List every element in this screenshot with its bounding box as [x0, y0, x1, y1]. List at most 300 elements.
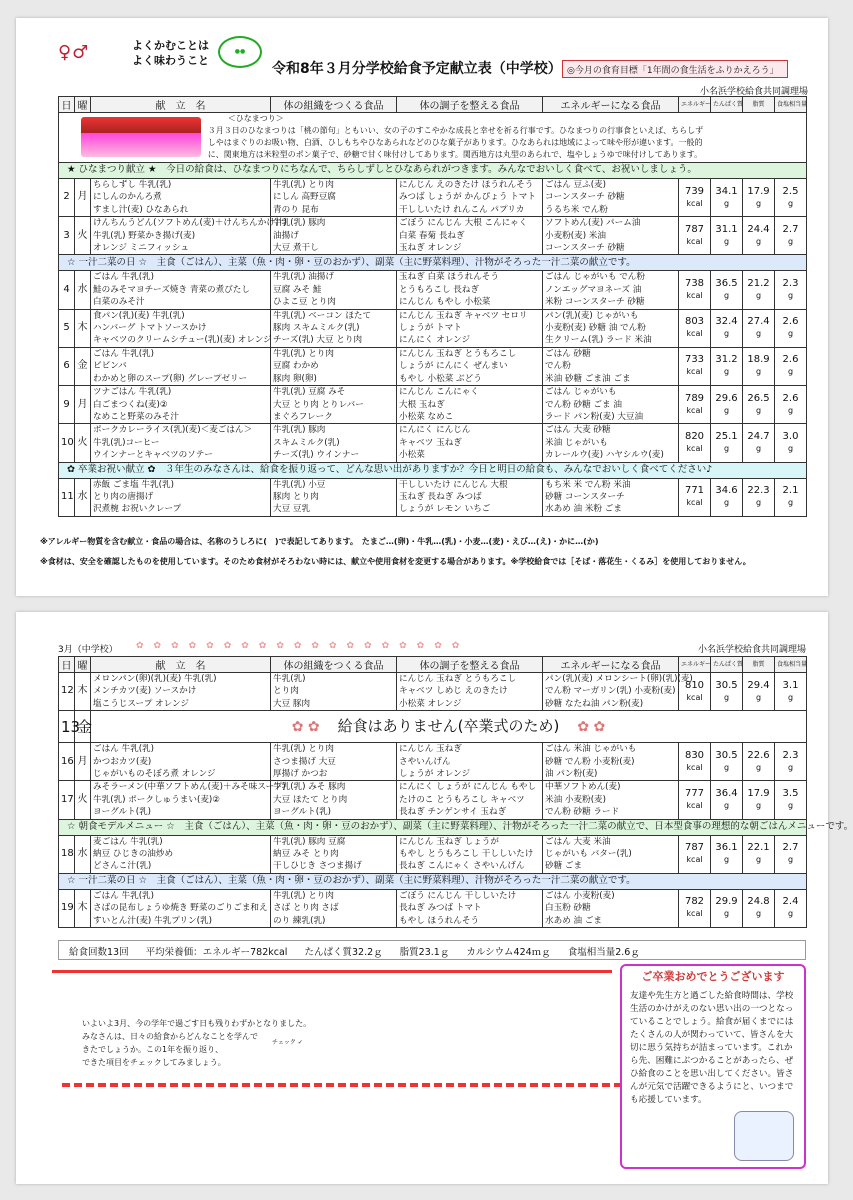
salt-number: 2.6 — [782, 392, 799, 404]
energy-foods-line: ごはん 砂糖 — [545, 348, 591, 359]
col-energy-foods-2: エネルギーになる食品 — [543, 657, 679, 673]
protein-unit: g — [723, 692, 730, 702]
fat-unit: g — [755, 909, 762, 919]
weekday: 金 — [75, 347, 91, 385]
protein-unit: g — [723, 498, 730, 508]
energy-foods-line: ソフトめん(麦) パーム油 — [545, 218, 641, 229]
energy-foods-line: 水あめ 油 ごま — [545, 915, 603, 926]
weekday: 木 — [75, 889, 91, 927]
energy-foods — [543, 424, 679, 462]
energy-foods-line: 小麦粉(麦) 砂糖 油 でん粉 — [545, 323, 646, 334]
menu-items-line: すいとん汁(麦) 牛乳プリン(乳) — [93, 915, 212, 926]
col-energy-2: エネルギー — [679, 657, 711, 673]
condition-foods-line: にんにく にんじん — [399, 425, 471, 436]
salt-value — [775, 835, 807, 873]
salt-unit: g — [787, 405, 794, 415]
menu-items-line: どさんこ汁(乳) — [93, 861, 152, 872]
salt-unit: g — [787, 855, 794, 865]
energy-number: 820 — [684, 430, 705, 442]
energy-foods — [543, 889, 679, 927]
menu-items-line: 白ごまつくね(麦)② — [93, 399, 168, 410]
salt-unit: g — [787, 762, 794, 772]
energy-number: 777 — [684, 788, 705, 800]
salt-value — [775, 386, 807, 424]
hina-doll-icon: ♀♂ — [58, 42, 90, 63]
fat-value — [743, 781, 775, 819]
menu-sheet-page-1 — [16, 18, 828, 596]
body-foods-line: スキムミルク(乳) — [273, 437, 340, 448]
col-menu: 献 立 名 — [91, 97, 271, 113]
body-foods-line: 豚肉 卵(卵) — [273, 373, 317, 384]
dashed-divider — [62, 1083, 622, 1087]
body-foods-line: 牛乳(乳) — [273, 674, 306, 684]
col-weekday: 曜 — [75, 97, 91, 113]
day-number: 6 — [59, 347, 75, 385]
menu-sheet-page-2 — [16, 612, 853, 1184]
menu-items-line: ビビンバ — [93, 361, 127, 372]
energy-foods-line: 砂糖 ごま — [545, 861, 583, 872]
energy-foods-line: 米油 砂糖 ごま油 ごま — [545, 373, 631, 384]
fat-unit: g — [755, 443, 762, 453]
weekday: 水 — [75, 478, 91, 516]
energy-foods-line: 水あめ 油 米粉 ごま — [545, 504, 622, 515]
condition-foods-line: 大根 玉ねぎ — [399, 399, 445, 410]
protein-unit: g — [723, 367, 730, 377]
fat-value — [743, 179, 775, 217]
salt-unit: g — [787, 909, 794, 919]
energy-unit: kcal — [686, 692, 703, 702]
energy-foods-line: ごはん じゃがいも — [545, 387, 617, 398]
protein-number: 30.5 — [715, 679, 738, 691]
col-energy: エネルギー — [679, 97, 711, 113]
protein-unit: g — [723, 291, 730, 301]
body-foods — [271, 673, 397, 711]
body-foods — [271, 478, 397, 516]
checklist-intro: いよいよ3月、今の学年で過ごす日も残りわずかとなりました。 みなさんは、日々の給食からどんなことを学んで きたでしょうか。この1年を振り返り、 できた項目をチェックしてみましょう。 — [82, 1019, 312, 1067]
energy-foods — [543, 271, 679, 309]
day-number: 19 — [59, 889, 75, 927]
weekday: 金 — [75, 711, 91, 743]
food-safety-note: ※食材は、安全を確認したものを使用しています。そのため食材がそろわない時には、献立や使用食材を変更する場合があります。※学校給食では［そば・落花生・くるみ］を使用しておりません。 — [40, 557, 751, 566]
fat-value — [743, 217, 775, 255]
energy-number: 733 — [684, 354, 705, 366]
menu-items-line: ヨーグルト(乳) — [93, 807, 152, 818]
energy-foods-line: 砂糖 コーンスターチ — [545, 491, 625, 502]
body-foods-line: 青のり 昆布 — [273, 204, 319, 215]
condition-foods-line: もやし 小松菜 ぶどう — [399, 373, 482, 384]
no-lunch-text: 給食はありません(卒業式のため) — [337, 717, 560, 736]
menu-items — [91, 781, 286, 819]
menu-items-line: 牛乳(乳) ポークしゅうまい(麦)② — [93, 794, 220, 805]
menu-items-line: ハンバーグ トマトソースかけ — [93, 323, 207, 334]
energy-foods-line: ごはん じゃがいも でん粉 — [545, 272, 645, 283]
energy-unit: kcal — [686, 498, 703, 508]
condition-foods-line: にんじん 玉ねぎ とうもろこし — [399, 348, 517, 359]
day-number: 12 — [59, 673, 75, 711]
body-foods-line: 牛乳(乳) 豆腐 みそ — [273, 387, 346, 398]
menu-items-line: すまし汁(麦) ひなあられ — [93, 204, 189, 215]
body-foods-line: 牛乳(乳) 豚肉 — [273, 218, 326, 229]
energy-foods-line: 中華ソフトめん(麦) — [545, 782, 621, 793]
condition-foods — [397, 217, 543, 255]
condition-foods-line: 長ねぎ みつば トマト — [399, 903, 482, 914]
fat-unit: g — [755, 367, 762, 377]
menu-items-line: にしんのかんろ煮 — [93, 192, 162, 203]
body-foods-line: 豚肉 とり肉 — [273, 491, 319, 502]
body-foods-line: 牛乳(乳) 豚肉 豆腐 — [273, 836, 346, 847]
weekday: 水 — [75, 835, 91, 873]
menu-items — [91, 835, 271, 873]
protein-value — [711, 743, 743, 781]
body-foods — [271, 424, 397, 462]
menu-row — [59, 889, 807, 927]
energy-foods — [543, 743, 679, 781]
condition-foods-line: 干ししいたけ れんこん パプリカ — [399, 204, 525, 215]
menu-items — [91, 347, 271, 385]
breakfast-model-banner-text: ☆ 朝食モデルメニュー ☆ 主食（ごはん）、主菜（魚・肉・卵・豆のおかず）、副菜（主に野菜料理）、汁物がそろった一汁二菜の献立で、日本型食事の理想的な朝ごはんメニューです。 — [59, 819, 807, 835]
condition-foods — [397, 309, 543, 347]
fat-value — [743, 386, 775, 424]
protein-unit: g — [723, 405, 730, 415]
weekday: 月 — [75, 386, 91, 424]
fat-unit: g — [755, 855, 762, 865]
energy-value — [679, 386, 711, 424]
check-pencil-icon: チェック ✓ — [272, 1039, 303, 1046]
condition-foods-line: 小松菜 — [399, 450, 425, 461]
energy-number: 787 — [684, 842, 705, 854]
salt-number: 2.6 — [782, 354, 799, 366]
fat-number: 22.1 — [747, 842, 770, 854]
energy-foods-line: 米油 小麦粉(麦) — [545, 794, 606, 805]
menu-items-line: ごはん 牛乳(乳) — [93, 890, 154, 901]
menu-items — [91, 424, 271, 462]
col-fat: 脂質 — [743, 97, 775, 113]
energy-number: 787 — [684, 223, 705, 235]
fat-number: 18.9 — [747, 354, 770, 366]
no-lunch-notice — [91, 711, 807, 743]
condition-foods-line: しょうが トマト — [399, 323, 462, 334]
menu-row — [59, 835, 807, 873]
energy-foods-line: 生クリーム(乳) ラード 米油 — [545, 335, 652, 346]
menu-items-line: ポークカレーライス(乳)(麦)＜麦ごはん＞ — [93, 425, 253, 436]
menu-items-line: とり肉の唐揚げ — [93, 491, 154, 502]
weekday: 月 — [75, 179, 91, 217]
body-foods — [271, 835, 397, 873]
fat-unit: g — [755, 236, 762, 246]
condition-foods — [397, 386, 543, 424]
ichiju-nisai-banner-text: ☆ 一汁二菜の日 ☆ 主食（ごはん）、主菜（魚・肉・卵・豆のおかず）、副菜（主に野菜料理）、汁物がそろった一汁二菜の献立です。 — [59, 255, 807, 271]
body-foods — [271, 217, 397, 255]
condition-foods — [397, 179, 543, 217]
body-foods-line: 牛乳(乳) 小豆 — [273, 479, 326, 490]
energy-value — [679, 478, 711, 516]
col-day-2: 日 — [59, 657, 75, 673]
fat-value — [743, 673, 775, 711]
body-foods-line: チーズ(乳) 大豆 とり肉 — [273, 335, 363, 346]
day-number: 9 — [59, 386, 75, 424]
condition-foods-line: しょうが オレンジ — [399, 769, 471, 780]
menu-items-line: メンチカツ(麦) ソースかけ — [93, 686, 197, 697]
fat-number: 24.4 — [747, 223, 770, 235]
col-body-foods: 体の組織をつくる食品 — [271, 97, 397, 113]
body-foods — [271, 889, 397, 927]
body-foods-line: チーズ(乳) ウインナー — [273, 450, 360, 461]
condition-foods-line: みつば しょうが かんぴょう トマト — [399, 192, 536, 203]
school-lunch-mascot-icon: ●● — [218, 36, 262, 68]
menu-row — [59, 424, 807, 462]
ichiju-nisai-banner-2 — [59, 873, 807, 889]
menu-row — [59, 271, 807, 309]
menu-row — [59, 309, 807, 347]
menu-items-line: 納豆 ひじきの油炒め — [93, 849, 174, 860]
body-foods-line: 豚肉 スキムミルク(乳) — [273, 323, 360, 334]
weekday: 水 — [75, 271, 91, 309]
body-foods-line: 大豆 豆乳 — [273, 504, 311, 515]
col-condition-foods-2: 体の調子を整える食品 — [397, 657, 543, 673]
menu-items-line: 牛乳(乳)コーヒー — [93, 437, 160, 448]
body-foods-line: 牛乳(乳) ベーコン ほたて — [273, 310, 372, 321]
condition-foods-line: にんじん 玉ねぎ キャベツ セロリ — [399, 310, 528, 321]
condition-foods-line: 玉ねぎ オレンジ — [399, 243, 462, 254]
salt-value — [775, 743, 807, 781]
protein-number: 34.1 — [715, 185, 738, 197]
menu-items-line: 鮭のみそマヨチーズ焼き 青菜の煮びたし — [93, 284, 250, 295]
summary-energy: 平均栄養価：エネルギー782kcal — [145, 947, 288, 958]
hinamatsuri-banner — [59, 163, 807, 179]
body-foods — [271, 781, 397, 819]
menu-items — [91, 889, 271, 927]
energy-foods-line: でん粉 砂糖 ラード — [545, 807, 620, 818]
ichiju-nisai-banner — [59, 255, 807, 271]
energy-value — [679, 743, 711, 781]
energy-foods-line: じゃがいも バター(乳) — [545, 849, 632, 860]
menu-row — [59, 179, 807, 217]
body-foods-line: 牛乳(乳) みそ 豚肉 — [273, 782, 346, 793]
fat-number: 24.8 — [747, 896, 770, 908]
condition-foods-line: キャベツ 玉ねぎ — [399, 437, 462, 448]
salt-value — [775, 673, 807, 711]
organization-name: 小名浜学校給食共同調理場 — [699, 87, 808, 97]
condition-foods-line: 白菜 春菊 長ねぎ — [399, 230, 465, 241]
menu-items-line: 食パン(乳)(麦) 牛乳(乳) — [93, 310, 185, 321]
salt-number: 2.5 — [782, 185, 799, 197]
body-foods-line: 豆腐 わかめ — [273, 361, 319, 372]
summary-calcium: カルシウム424ｍｇ — [466, 947, 551, 958]
fat-number: 17.9 — [747, 185, 770, 197]
condition-foods-line: 小松菜 オレンジ — [399, 698, 462, 709]
energy-number: 771 — [684, 485, 705, 497]
condition-foods-line: とうもろこし 長ねぎ — [399, 284, 480, 295]
energy-value — [679, 179, 711, 217]
flower-icon: ✿ ✿ — [577, 719, 606, 736]
protein-unit: g — [723, 198, 730, 208]
weekday: 木 — [75, 309, 91, 347]
salt-number: 2.7 — [782, 223, 799, 235]
body-foods — [271, 347, 397, 385]
menu-row — [59, 781, 807, 819]
protein-value — [711, 217, 743, 255]
protein-unit: g — [723, 801, 730, 811]
fat-value — [743, 309, 775, 347]
col-energy-foods: エネルギーになる食品 — [543, 97, 679, 113]
body-foods-line: のり 練乳(乳) — [273, 915, 326, 926]
energy-foods — [543, 673, 693, 711]
energy-unit: kcal — [686, 405, 703, 415]
condition-foods-line: さやいんげん — [399, 756, 451, 767]
fat-number: 29.4 — [747, 679, 770, 691]
condition-foods-line: 長ねぎ チンゲンサイ 玉ねぎ — [399, 807, 507, 818]
salt-value — [775, 179, 807, 217]
col-protein-2: たんぱく質 — [711, 657, 743, 673]
monthly-goal-box: ◎今月の食育目標「1年間の食生活をふりかえろう」 — [562, 60, 788, 78]
salt-unit: g — [787, 498, 794, 508]
menu-row — [59, 217, 807, 255]
condition-foods-line: にんじん えのきたけ ほうれんそう — [399, 180, 534, 190]
body-foods-line: 油揚げ — [273, 230, 299, 241]
motto-block — [58, 36, 258, 76]
energy-number: 782 — [684, 896, 705, 908]
protein-number: 36.5 — [715, 278, 738, 290]
fat-number: 26.5 — [747, 392, 770, 404]
protein-number: 29.6 — [715, 392, 738, 404]
fat-unit: g — [755, 291, 762, 301]
body-foods-line: ひよこ豆 とり肉 — [273, 297, 336, 308]
nutrition-summary — [58, 940, 806, 960]
condition-foods-line: 長ねぎ こんにゃく さやいんげん — [399, 861, 525, 872]
motto-line-1: よくかむことは — [132, 39, 209, 52]
body-foods-line: 大豆 煮干し — [273, 243, 319, 254]
protein-value — [711, 347, 743, 385]
day-number: 2 — [59, 179, 75, 217]
condition-foods-line: にんじん 玉ねぎ しょうが — [399, 836, 499, 847]
energy-foods — [543, 217, 679, 255]
protein-value — [711, 309, 743, 347]
condition-foods-line: しょうが にんにく ぜんまい — [399, 361, 508, 372]
energy-foods-line: ごはん 大麦 砂糖 — [545, 425, 611, 436]
organization-name-2: 小名浜学校給食共同調理場 — [697, 645, 806, 655]
menu-items-line: キャベツのクリームシチュー(乳)(麦) オレンジ — [93, 335, 272, 346]
body-foods-line: 牛乳(乳) 油揚げ — [273, 272, 334, 283]
energy-foods-line: ごはん 豆ふ(麦) — [545, 180, 606, 190]
condition-foods-line: 玉ねぎ 長ねぎ みつば — [399, 491, 482, 502]
graduation-menu-banner — [59, 462, 807, 478]
energy-foods-line: ラード パン粉(麦) 大豆油 — [545, 411, 644, 422]
condition-foods-line: にんじん 玉ねぎ — [399, 744, 462, 755]
condition-foods-line: にんじん こんにゃく — [399, 387, 479, 398]
salt-number: 2.7 — [782, 842, 799, 854]
salt-number: 2.4 — [782, 896, 799, 908]
protein-value — [711, 424, 743, 462]
condition-foods — [397, 743, 543, 781]
energy-unit: kcal — [686, 909, 703, 919]
protein-value — [711, 271, 743, 309]
summary-salt: 食塩相当量2.6ｇ — [567, 947, 640, 958]
allergy-note: ※アレルギー物質を含む献立・食品の場合は、名称のうしろに( )で表記してあります。 たまご…(卵)・牛乳…(乳)・小麦…(麦)・えび…(え)・かに…(か) — [40, 537, 599, 546]
body-foods — [271, 271, 397, 309]
condition-foods-line: もやし ほうれんそう — [399, 915, 480, 926]
page-1-header — [16, 18, 828, 78]
protein-number: 30.5 — [715, 749, 738, 761]
body-foods-line: 大豆 ほたて とり肉 — [273, 794, 348, 805]
fat-number: 27.4 — [747, 316, 770, 328]
body-foods-line: 牛乳(乳) とり肉 — [273, 890, 334, 901]
summary-meal-count: 給食回数13回 — [69, 947, 129, 958]
condition-foods-line: 小松菜 なめこ — [399, 411, 454, 422]
day-number: 4 — [59, 271, 75, 309]
reflection-checklist — [52, 970, 612, 1120]
protein-unit: g — [723, 443, 730, 453]
energy-number: 738 — [684, 278, 705, 290]
graduation-message-box — [620, 964, 806, 1169]
col-weekday-2: 曜 — [75, 657, 91, 673]
body-foods-line: 大豆 とり肉 とりレバー — [273, 399, 364, 410]
day-number: 18 — [59, 835, 75, 873]
condition-foods-line: にんにく しょうが にんじん もやし — [399, 782, 537, 793]
protein-unit: g — [723, 762, 730, 772]
fat-number: 22.3 — [747, 485, 770, 497]
condition-foods — [397, 835, 543, 873]
table-header-row — [59, 97, 807, 113]
salt-unit: g — [787, 443, 794, 453]
condition-foods-line: にんじん もやし 小松菜 — [399, 297, 491, 308]
menu-items — [91, 673, 271, 711]
energy-value — [679, 889, 711, 927]
menu-items-line: ごはん 牛乳(乳) — [93, 348, 154, 359]
col-day: 日 — [59, 97, 75, 113]
fat-unit: g — [755, 692, 762, 702]
motto-lines — [132, 38, 209, 68]
menu-items-line: ごはん 牛乳(乳) — [93, 744, 154, 755]
weekday: 火 — [75, 217, 91, 255]
menu-items-line: 沢煮椀 お祝いクレープ — [93, 504, 182, 515]
body-foods — [271, 743, 397, 781]
fat-unit: g — [755, 198, 762, 208]
energy-foods — [543, 781, 679, 819]
salt-unit: g — [787, 367, 794, 377]
energy-value — [679, 781, 711, 819]
protein-value — [711, 673, 743, 711]
graduation-menu-banner-text: ✿ 卒業お祝い献立 ✿ ３年生のみなさんは、給食を振り返って、どんな思い出がありますか？今日と明日の給食も、みんなでおいしく食べてください♪ — [59, 462, 807, 478]
energy-foods-line: 白玉粉 砂糖 — [545, 903, 591, 914]
menu-items — [91, 386, 271, 424]
energy-unit: kcal — [686, 236, 703, 246]
condition-foods-line: ごぼう にんじん 干ししいたけ — [399, 890, 517, 901]
menu-items-line: じゃがいものそぼろ煮 オレンジ — [93, 769, 216, 780]
menu-items-line: 白菜のみそ汁 — [93, 297, 145, 308]
menu-items-line: なめこと野菜のみそ汁 — [93, 411, 179, 422]
condition-foods-line: たけのこ とうもろこし キャベツ — [399, 794, 525, 805]
salt-value — [775, 478, 807, 516]
weekday: 月 — [75, 743, 91, 781]
condition-foods-line: キャベツ しめじ えのきたけ — [399, 686, 508, 697]
menu-items — [91, 478, 271, 516]
body-foods-line: さつま揚げ 大豆 — [273, 756, 336, 767]
body-foods — [271, 309, 397, 347]
fat-number: 24.7 — [747, 430, 770, 442]
day-number: 16 — [59, 743, 75, 781]
col-body-foods-2: 体の組織をつくる食品 — [271, 657, 397, 673]
energy-foods-line: うるち米 でん粉 — [545, 204, 608, 215]
body-foods-line: まぐろフレーク — [273, 411, 333, 422]
hinamatsuri-text: ＜ひなまつり＞ ３月３日のひなまつりは「桃の節句」ともいい、女の子のすこやかな成長と幸せを祈る行事です。ひなまつりの行事食といえば、ちらしずしやはまぐりのお吸い物、白酒、ひしもちやひなあられなどのひな菓子があります。ひなあられは地域によって味や形が違います。一般的に、関東地方は米粒型のポン菓子で、砂糖で甘く味付けしてあります。関西地方は丸型のあられで、塩やしょうゆで味付けしてあります。 — [207, 114, 704, 159]
student-eating-illustration — [734, 1111, 794, 1161]
energy-foods-line: 米油 じゃがいも — [545, 437, 608, 448]
energy-foods-line: ごはん 小麦粉(麦) — [545, 890, 615, 901]
energy-foods-line: もち米 米 でん粉 米油 — [545, 479, 631, 490]
weekday: 木 — [75, 673, 91, 711]
energy-foods-line: ノンエッグマヨネーズ 油 — [545, 284, 642, 295]
fat-value — [743, 835, 775, 873]
